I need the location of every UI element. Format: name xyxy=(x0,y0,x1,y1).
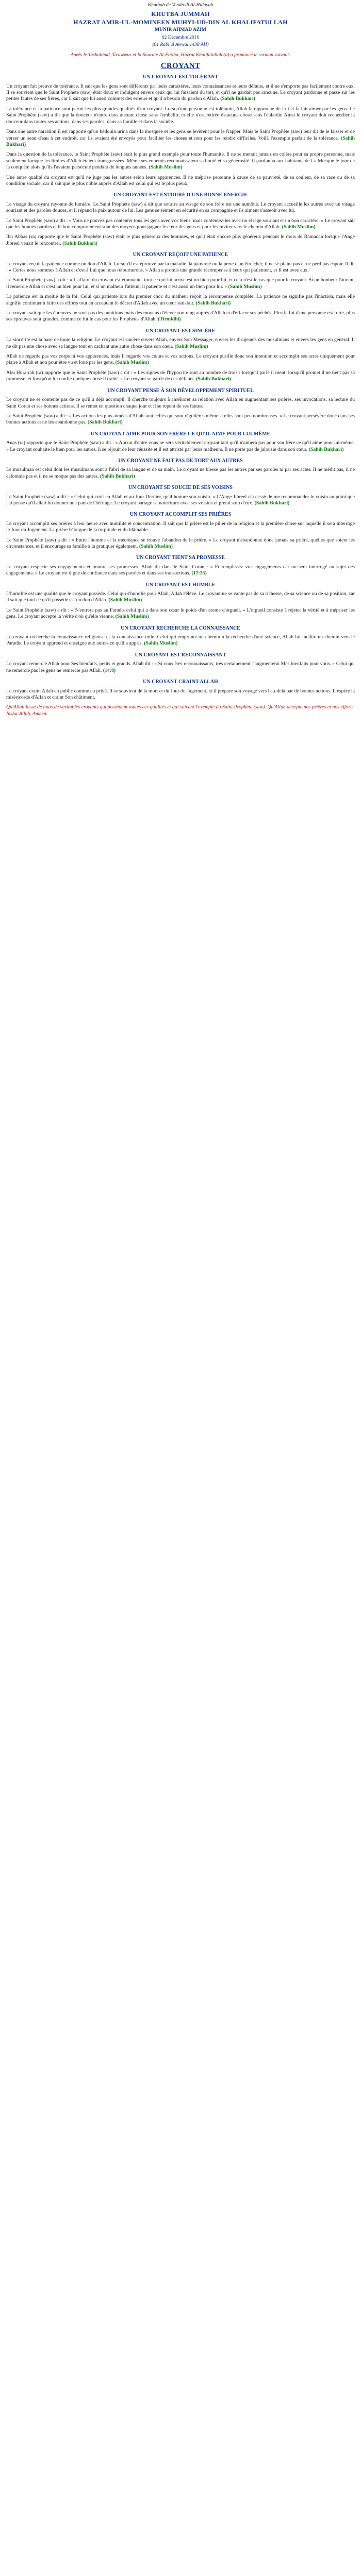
hadith-reference: (Sahih Bukhari) xyxy=(62,240,97,246)
section-heading: UN CROYANT REÇOIT UNE PATIENCE xyxy=(133,252,228,258)
paragraph-text: Le Saint Prophète (saw) a dit : « Vous ne pouvez pas contenter tous les gens avec vos biens, mais contentez-les avec un visage souriant et un bon caractère. » Le croyant sait que les bonnes paroles et le bon comportement sont des moyens pour gagner le cœur des gens et pour les inviter vers le chemin d'Allah. xyxy=(6,217,355,230)
hadith-reference: (Sahih Muslim) xyxy=(282,224,316,230)
paragraph xyxy=(6,83,355,103)
paragraph xyxy=(6,397,355,410)
paragraph xyxy=(6,370,355,383)
section-heading: UN CROYANT SE SOUCIE DE SES VOISINS xyxy=(128,485,233,491)
paragraph-text: Le croyant reçoit la patience comme un don d'Allah. Lorsqu'il est éprouvé par la maladie, la pauvreté ou la perte d'un être cher, il ne se plaint pas et ne perd pas espoir. Il dit : « Certes nous sommes à Allah et c'est à Lui que nous retournerons. » Allah a promis une grande récompense à ceux qui patientent, et Il est avec eux. xyxy=(6,261,355,273)
intro-text: Après le Tashahhud, Ta'awwuz et la Sourate Al-Fatiha, Hazrat Khalifatullah (a) a prononcé le sermon suivant: xyxy=(70,52,291,58)
section-heading: UN CROYANT ACCOMPLIT SES PRIÈRES xyxy=(129,512,232,518)
paragraph xyxy=(6,277,355,290)
paragraph-text: Une autre qualité du croyant est qu'il ne juge pas les autres selon leurs apparences. Il ne méprise personne à cause de sa pauvreté, de sa couleur, de sa race ou de sa condition sociale, car il sait que le plus noble auprès d'Allah est celui qui est le plus pieux. xyxy=(6,174,355,187)
section-heading: UN CROYANT AIME POUR SON FRÈRE CE QU'IL AIME POUR LUI-MÊME xyxy=(90,431,271,437)
paragraph-text: Le Saint Prophète (saw) a dit : « L'affaire du croyant est étonnante, tout ce qui lui arrive est un bien pour lui, et cela n'est le cas que pour le croyant. Si un bonheur l'atteint, il remercie Allah et c'est un bien pour lui, et si un malheur l'atteint, il patiente et c'est aussi un bien pour lui. » xyxy=(6,277,355,290)
author-name: MUNIR AHMAD AZIM xyxy=(155,27,206,33)
hadith-reference: (Sahih Muslim) xyxy=(228,283,262,290)
hadith-reference: (Sahih Muslim) xyxy=(115,614,149,620)
paragraph xyxy=(6,129,355,148)
paragraph-text: Le croyant remercie Allah pour Ses bienfaits, petits et grands. Allah dit : « Si vous êtes reconnaissants, très certainement J'augmenterai Mes bienfaits pour vous. » Celui qui ne remercie pas les gens ne remercie pas Allah. xyxy=(6,661,355,673)
hadith-reference: (14:8) xyxy=(103,667,116,673)
paragraph-text: Abu Hurairah (ra) rapporte que le Saint Prophète (saw) a dit : « Les signes de l'hypocrite sont au nombre de trois : lorsqu'il parle il ment, lorsqu'il promet il ne tient pas sa promesse, et lorsqu'on lui confie quelque chose il trahit. » Le croyant se garde de ces défauts. xyxy=(6,369,355,382)
paragraph xyxy=(6,106,355,125)
hadith-reference: (Sahih Muslim) xyxy=(144,640,178,647)
gregorian-date: 02 Décembre 2016 xyxy=(161,35,200,40)
paragraph xyxy=(6,688,355,701)
paragraph xyxy=(6,494,355,507)
paragraph xyxy=(6,440,355,453)
paragraph-text: Le croyant craint Allah en public comme en privé. Il se souvient de la mort et du Jour du Jugement, et il prépare son voyage vers l'au-delà par de bonnes actions. Il espère la miséricorde d'Allah et craint Son châtiment. xyxy=(6,688,355,700)
hadith-reference: (Tirmidhi) xyxy=(158,316,181,323)
paragraph-text: La sincérité est la base de toute la religion. Le croyant est sincère envers Allah, envers Son Messager, envers les dirigeants des musulmans et envers les gens en général. Il ne dit pas une chose avec sa langue tout en cachant une autre chose dans son cœur. xyxy=(6,337,355,349)
paragraph-text: Le croyant recherche la connaissance religieuse et la connaissance utile. Celui qui emprunte un chemin à la recherche d'une science, Allah lui facilite un chemin vers le Paradis. Le croyant apprend et enseigne aux autres ce qu'il a appris. xyxy=(6,634,355,647)
paragraph xyxy=(6,607,355,620)
section-heading: UN CROYANT PENSE À SON DÉVELOPPEMENT SPIRITUEL xyxy=(107,387,254,394)
page-header: Khutbah de Vendredi Al-Hidayah xyxy=(147,3,214,8)
paragraph xyxy=(6,634,355,647)
paragraph xyxy=(6,537,355,550)
paragraph-text: La tolérance et la patience sont parmi les plus grandes qualités d'un croyant. Lorsqu'une personne est tolérante, Allah la rapproche de Lui et la fait aimer par les gens. Le Saint Prophète (saw) a dit que la douceur n'entre dans aucune chose sans l'embellir, et elle n'est retirée d'aucune chose sans l'enlaidir. Ainsi le croyant doit rechercher la douceur dans toutes ses actions, dans ses paroles, dans sa famille et dans la société. xyxy=(6,106,355,125)
paragraph-text: Un croyant fait preuve de tolérance. Il sait que les gens sont différents par leurs caractères, leurs connaissances et leurs défauts, et il ne s'emporte pas facilement contre eux. Il se souvient que le Saint Prophète (saw) était doux et indulgent envers ceux qui lui faisaient du tort, et qu'il ne gardait pas rancune. Le croyant pardonne et passe sur les petites fautes de ses frères, car il sait que lui aussi commet des erreurs et qu'il a besoin du pardon d'Allah. xyxy=(6,83,355,102)
section-heading: UN CROYANT RECHERCHE LA CONNAISSANCE xyxy=(121,625,240,631)
hadith-reference: (Sahih Muslim) xyxy=(174,343,208,349)
section-heading: UN CROYANT CRAINT ALLAH xyxy=(143,679,218,685)
topic-title: HAZRAT AMIR-UL-MOMINEEN MUHYI-UD-DIN AL KHALIFATULLAH xyxy=(73,18,288,26)
paragraph-text: Le croyant ne se contente pas de ce qu'il a déjà accompli. Il cherche toujours à améliorer sa relation avec Allah en augmentant ses prières, ses invocations, sa lecture du Saint Coran et ses bonnes actions. Il se remet en question chaque jour et il se repent de ses fautes. xyxy=(6,397,355,409)
paragraph xyxy=(6,353,355,366)
paragraph xyxy=(6,294,355,307)
paragraph-text: Le musulman est celui dont les musulmans sont à l'abri de sa langue et de sa main. Le croyant ne blesse pas les autres par ses paroles ni par ses actes. Il ne médit pas, il ne calomnie pas et il ne se moque pas des autres. xyxy=(6,467,355,479)
paragraph-text: Qu'Allah fasse de nous de véritables croyants qui possèdent toutes ces qualités et qui suivent l'exemple du Saint Prophète (saw). Qu'Allah accepte nos prières et nos efforts. Insha-Allah, Ameen. xyxy=(6,704,355,717)
paragraph xyxy=(6,218,355,231)
paragraph-text: Anas (ra) rapporte que le Saint Prophète (saw) a dit : « Aucun d'entre vous ne sera véritablement croyant tant qu'il n'aimera pas pour son frère ce qu'il aime pour lui-même. » Le croyant souhaite le bien pour les autres, il se réjouit de leur réussite et il est attristé par leurs malheurs. Il ne porte pas de jalousie dans son cœur. xyxy=(6,440,355,452)
paragraph xyxy=(6,413,355,426)
paragraph-text: Le Saint Prophète (saw) a dit : « Les actions les plus aimées d'Allah sont celles qui sont régulières même si elles sont peu nombreuses. » Le croyant persévère donc dans ses bonnes actions et ne les abandonne pas. xyxy=(6,413,355,426)
paragraph-text: Le Saint Prophète (saw) a dit : « Entre l'homme et la mécréance se trouve l'abandon de la prière. » Le croyant n'abandonne donc jamais sa prière, quelles que soient les circonstances, et il encourage sa famille à la pratiquer également. xyxy=(6,537,355,549)
hadith-reference: (Sahih Bukhari) xyxy=(6,135,355,147)
khutba-title: KHUTBA JUMMAH xyxy=(151,10,210,18)
paragraph xyxy=(6,661,355,674)
hadith-reference: (Sahih Bukhari) xyxy=(254,500,290,506)
paragraph xyxy=(6,261,355,274)
paragraph-text: Dans la question de la tolérance, le Saint Prophète (saw) était le plus grand exemple pour toute l'humanité. Il ne se mettait jamais en colère pour sa propre personne, mais seulement lorsque les limites d'Allah étaient transgressées. Même ses ennemis reconnaissaient sa bonté et sa générosité. Il pardonna aux habitants de La Mecque le jour de la conquête alors qu'ils l'avaient persécuté pendant de longues années. xyxy=(6,151,355,171)
paragraph xyxy=(6,467,355,480)
paragraph-text: Le Saint Prophète (saw) a dit : « N'entrera pas au Paradis celui qui a dans son cœur le poids d'un atome d'orgueil. » L'orgueil consiste à rejeter la vérité et à mépriser les gens. Le croyant accepte la vérité d'où qu'elle vienne. xyxy=(6,607,355,620)
paragraph xyxy=(6,175,355,188)
section-heading: UN CROYANT EST SINCÈRE xyxy=(145,328,216,334)
sections-container xyxy=(6,74,355,717)
paragraph-text: Le croyant accomplit ses prières à leur heure avec humilité et concentration. Il sait que la prière est le pilier de la religion et la première chose sur laquelle il sera interrogé le Jour du Jugement. La prière l'éloigne de la turpitude et du blâmable. xyxy=(6,520,355,533)
section-heading: UN CROYANT NE FAIT PAS DE TORT AUX AUTRES xyxy=(118,457,243,464)
main-title: CROYANT xyxy=(160,61,201,70)
hadith-reference: (Sahih Bukhari) xyxy=(308,446,344,452)
paragraph-text: L'humilité est une qualité que le croyant possède. Celui qui s'humilie pour Allah, Allah l'élève. Le croyant ne se vante pas de sa richesse, de sa science ou de sa position, car il sait que tout ce qu'il possède est un don d'Allah. xyxy=(6,591,355,603)
paragraph-text: Le Saint Prophète (saw) a dit : « Celui qui croit en Allah et au Jour Dernier, qu'il honore son voisin. » L'Ange Jibreel n'a cessé de me recommander le voisin au point que j'ai pensé qu'il allait lui donner une part de l'héritage. Le croyant partage sa nourriture avec ses voisins et prend soin d'eux. xyxy=(6,494,355,506)
paragraph xyxy=(6,234,355,247)
section-heading: UN CROYANT TIENT SA PROMESSE xyxy=(136,555,225,561)
document-page xyxy=(0,0,361,717)
paragraph-text: Allah ne regarde pas vos corps ni vos apparences, mais Il regarde vos cœurs et vos actions. Le croyant purifie donc son intention et accomplit ses actes uniquement pour plaire à Allah et non pour être vu et loué par les gens. xyxy=(6,353,355,366)
hadith-reference: (Sahih Bukhari) xyxy=(87,419,123,426)
paragraph xyxy=(6,704,355,717)
hadith-reference: (Sahih Bukhari) xyxy=(195,300,231,306)
paragraph-text: Le visage du croyant rayonne de lumière. Le Saint Prophète (saw) a dit que sourire au visage de son frère est une aumône. Le croyant accueille les autres avec un visage souriant et des paroles douces, et il répand la paix autour de lui. Les gens se sentent en sécurité en sa compagnie et ils aiment s'asseoir avec lui. xyxy=(6,201,355,214)
paragraph-text: La patience est la moitié de la foi. Celui qui patiente lors du premier choc du malheur reçoit la récompense complète. La patience ne signifie pas l'inaction, mais elle signifie continuer à faire des efforts tout en acceptant le décret d'Allah avec un cœur satisfait. xyxy=(6,294,355,306)
paragraph xyxy=(6,201,355,214)
paragraph-text: Ibn Abbas (ra) rapporte que le Saint Prophète (saw) était le plus généreux des hommes, et qu'il était encore plus généreux pendant le mois de Ramadan lorsque l'Ange Jibreel venait le rencontrer. xyxy=(6,234,355,246)
hadith-reference: (Sahih Muslim) xyxy=(108,597,142,603)
paragraph-text: Dans une autre narration il est rapporté qu'un bédouin urina dans la mosquée et les gens se levèrent pour le frapper. Mais le Saint Prophète (saw) leur dit de le laisser et de verser un seau d'eau à cet endroit, car ils avaient été envoyés pour faciliter les choses et non pour les rendre difficiles. Voilà l'exemple parfait de la tolérance. xyxy=(6,129,355,141)
hadith-reference: (Sahih Bukhari) xyxy=(195,376,231,382)
section-heading: UN CROYANT EST HUMBLE xyxy=(145,582,216,588)
paragraph-text: Le croyant respecte ses engagements et honore ses promesses. Allah dit dans le Saint Coran : « Et remplissez vos engagements car on sera interrogé au sujet des engagements. » Le croyant est digne de confiance dans ses paroles et dans ses transactions. xyxy=(6,564,355,577)
hadith-reference: (17:35) xyxy=(191,570,207,577)
paragraph xyxy=(6,521,355,534)
section-heading: UN CROYANT EST RECONNAISSANT xyxy=(135,652,226,658)
hadith-reference: (Sahih Muslim) xyxy=(115,360,149,366)
hijri-date: (01 Rabi'ul Awwal 1438 AH) xyxy=(152,42,209,48)
paragraph xyxy=(6,151,355,171)
paragraph-text: Le croyant sait que les épreuves ne sont pas des punitions mais des moyens d'élever son rang auprès d'Allah et d'effacer ses péchés. Plus la foi d'une personne est forte, plus ses épreuves sont grandes, comme ce fut le cas pour les Prophètes d'Allah. xyxy=(6,310,355,323)
section-heading: UN CROYANT EST TOLÉRANT xyxy=(143,74,218,80)
paragraph xyxy=(6,337,355,350)
hadith-reference: (Sahih Bukhari) xyxy=(220,96,255,102)
hadith-reference: (Sahih Bukhari) xyxy=(100,473,135,479)
paragraph xyxy=(6,564,355,577)
hadith-reference: (Sahih Muslim) xyxy=(139,544,173,549)
section-heading: UN CROYANT EST ENTOURÉ D'UNE BONNE ÉNERGIE xyxy=(113,192,248,198)
paragraph xyxy=(6,591,355,604)
hadith-reference: (Sahih Muslim) xyxy=(149,164,183,171)
paragraph xyxy=(6,310,355,323)
